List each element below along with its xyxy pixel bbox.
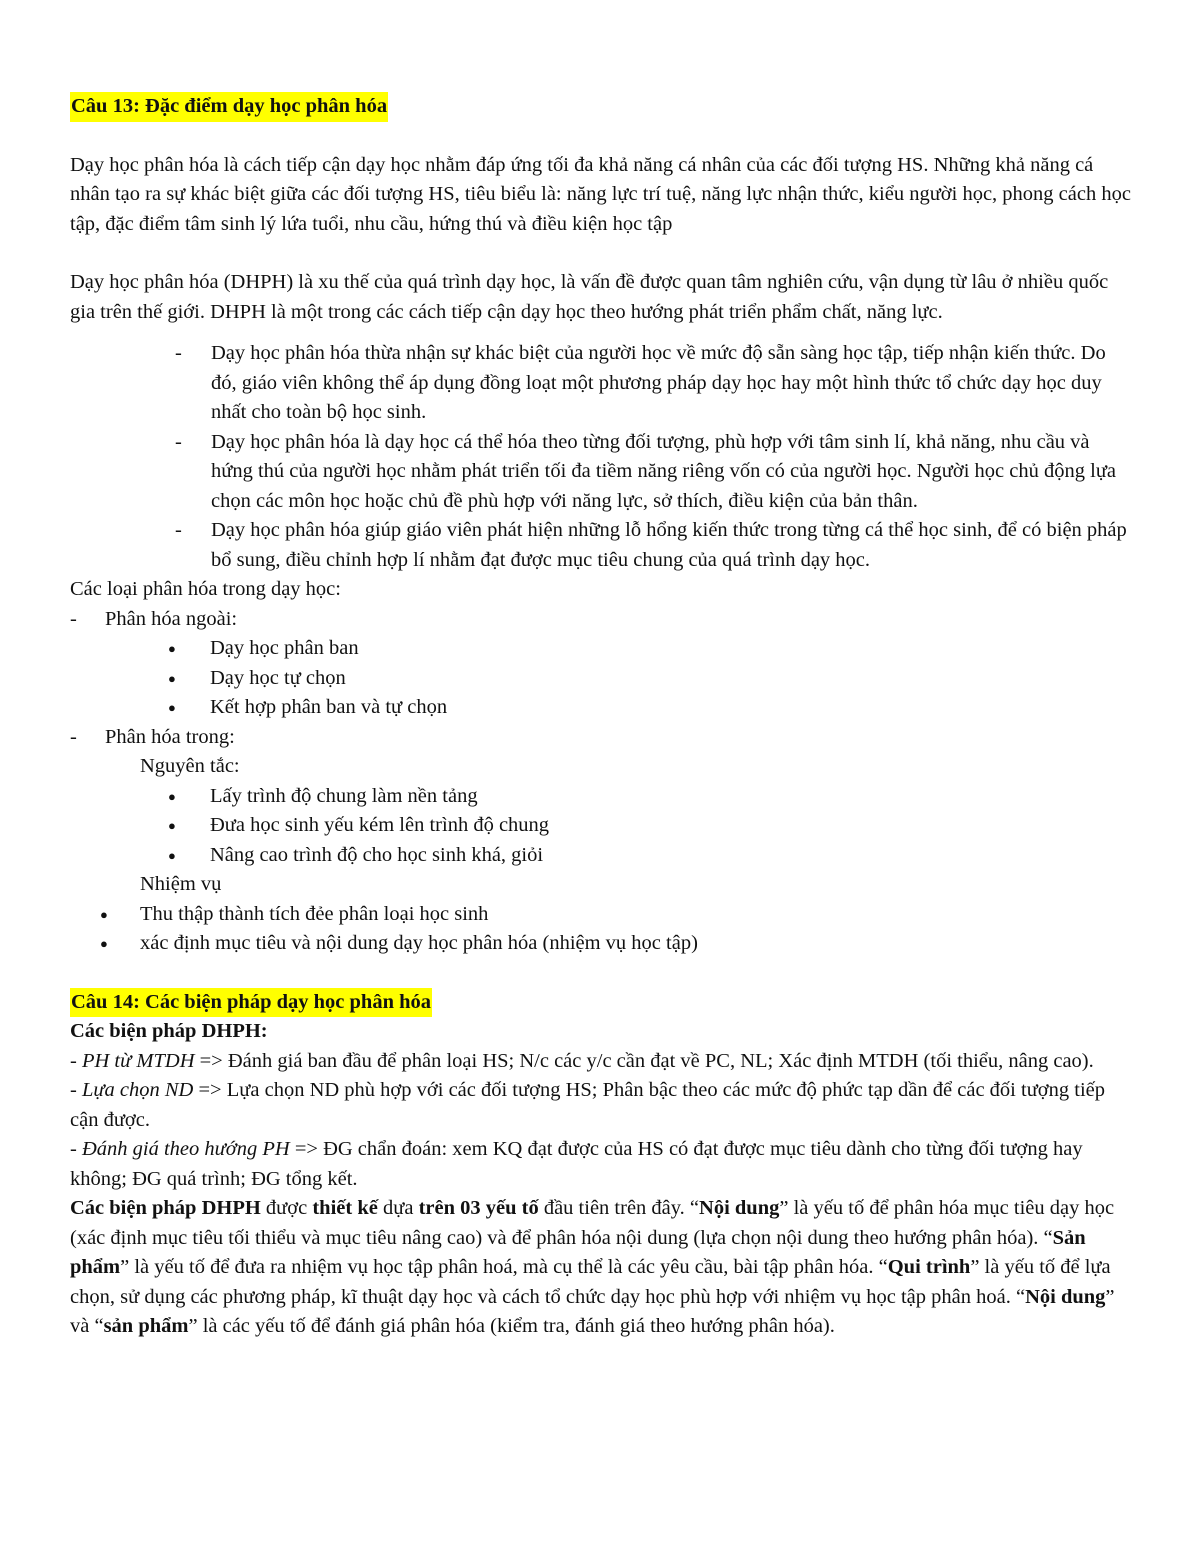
bullet-icon: ● (168, 818, 176, 833)
summary-text: ” là yếu tố để phân hóa mục tiêu dạy học (xác định mục tiêu tối thiểu và mục tiêu nâng cao) và để phân hóa nội dung (lựa chọn nội dung theo hướng phân hóa). “ (70, 1197, 1115, 1249)
dash-marker: - (70, 607, 77, 630)
measure-lead: - (70, 1079, 82, 1101)
dash-list-item (70, 516, 1132, 575)
bullet-item (70, 634, 1132, 664)
measure-item (70, 1076, 1132, 1135)
bullet-icon: ● (168, 670, 176, 686)
measure-item (70, 1047, 1132, 1077)
dash-marker: - (175, 519, 182, 541)
q13-paragraph-2: Dạy học phân hóa (DHPH) là xu thế của quá trình dạy học, là vấn đề được quan tâm nghiên cứu, vận dụng từ lâu ở nhiều quốc gia trên thế giới. DHPH là một trong các cách tiếp cận dạy học theo hướng phát triển phẩm chất, năng lực. (70, 271, 1109, 323)
dash-item-text: Dạy học phân hóa thừa nhận sự khác biệt của người học về mức độ sẵn sàng học tập, tiếp nhận kiến thức. Do đó, giáo viên không thể áp dụng đồng loạt một phương pháp dạy học hay một hình thức tổ chức dạy học duy nhất cho toàn bộ học sinh. (211, 342, 1106, 423)
measure-lead: - (70, 1049, 82, 1072)
subheading-text: Các biện pháp DHPH: (70, 1020, 268, 1042)
summary-bold: Qui trình (887, 1256, 971, 1278)
bullet-item (70, 900, 1132, 930)
dash-item-text: Dạy học phân hóa là dạy học cá thể hóa theo từng đối tượng, phù hợp với tâm sinh lí, khả năng, nhu cầu và hứng thú của người học nhằm phát triển tối đa tiềm năng riêng vốn có của người học. Người học chủ động lựa chọn các môn học hoặc chủ đề phù hợp với năng lực, sở thích, điều kiện của bản thân. (211, 430, 1117, 512)
bullet-item (70, 693, 1132, 723)
bullet-item (70, 664, 1132, 694)
measure-term: Lựa chọn ND (81, 1079, 194, 1101)
summary-bold: Sản phẩm (70, 1226, 1086, 1278)
summary-bold: trên 03 yếu tố (418, 1197, 539, 1219)
outer-label: Phân hóa ngoài: (105, 607, 238, 630)
types-label: Các loại phân hóa trong dạy học: (70, 578, 341, 600)
bullet-icon: ● (100, 936, 108, 951)
dash-marker: - (70, 725, 77, 748)
summary-text: ” là các yếu tố để đánh giá phân hóa (kiểm tra, đánh giá theo hướng phân hóa). (188, 1315, 835, 1337)
bullet-icon: ● (168, 641, 176, 656)
q14-heading: Câu 14: Các biện pháp dạy học phân hóa (70, 988, 432, 1018)
measure-item (70, 1135, 1132, 1194)
bullet-text: xác định mục tiêu và nội dung dạy học phân hóa (nhiệm vụ học tập) (140, 932, 698, 954)
summary-text: dựa (377, 1197, 419, 1219)
inner-differentiation (70, 723, 1132, 753)
dash-list-item (70, 339, 1132, 428)
dash-list-item (70, 428, 1132, 517)
bullet-text: Đưa học sinh yếu kém lên trình độ chung (210, 814, 550, 836)
measure-term: Đánh giá theo hướng PH (81, 1138, 290, 1160)
q13-heading: Câu 13: Đặc điểm dạy học phân hóa (70, 92, 388, 122)
dash-marker: - (175, 342, 182, 364)
document-page (70, 92, 1132, 1342)
dash-item-text: Dạy học phân hóa giúp giáo viên phát hiện những lỗ hổng kiến thức trong từng cá thể học sinh, để có biện pháp bổ sung, điều chỉnh hợp lí nhằm đạt được mục tiêu chung của quá trình dạy học. (211, 519, 1127, 571)
dash-marker: - (175, 430, 182, 453)
summary-text: được (260, 1197, 313, 1219)
bullet-item (70, 811, 1132, 841)
task-label: Nhiệm vụ (140, 873, 222, 895)
outer-differentiation (70, 605, 1132, 635)
bullet-icon: ● (100, 906, 108, 922)
bullet-text: Dạy học phân ban (210, 637, 359, 659)
bullet-text: Kết hợp phân ban và tự chọn (210, 696, 448, 718)
bullet-text: Lấy trình độ chung làm nền tảng (210, 784, 478, 807)
measure-rest: => Đánh giá ban đầu để phân loại HS; N/c các y/c cần đạt về PC, NL; Xác định MTDH (tối thiểu, nâng cao). (194, 1049, 1094, 1072)
summary-text: ” là yếu tố để lựa chọn, sử dụng các phương pháp, kĩ thuật dạy học và cách tổ chức dạy học phù hợp với nhiệm vụ học tập phân hoá. “ (70, 1256, 1111, 1308)
summary-bold: Nội dung (699, 1197, 780, 1219)
summary-bold: Các biện pháp DHPH (70, 1197, 261, 1219)
bullet-text: Thu thập thành tích đẻe phân loại học sinh (140, 902, 489, 925)
principle-label: Nguyên tắc: (140, 755, 240, 777)
bullet-item (70, 782, 1132, 812)
bullet-icon: ● (168, 700, 176, 715)
bullet-text: Dạy học tự chọn (210, 666, 346, 689)
bullet-item (70, 841, 1132, 871)
summary-text: ” và “ (70, 1285, 1115, 1337)
summary-text: đầu tiên trên đây. “ (538, 1197, 700, 1219)
measure-rest: => Lựa chọn ND phù hợp với các đối tượng HS; Phân bậc theo các mức độ phức tạp dần để các đối tượng tiếp cận được. (70, 1079, 1106, 1131)
summary-text: ” là yếu tố để đưa ra nhiệm vụ học tập phân hoá, mà cụ thể là các yêu cầu, bài tập phân hóa. “ (120, 1256, 888, 1278)
q14-subheading (70, 1017, 1132, 1047)
inner-label: Phân hóa trong: (105, 725, 235, 748)
summary-bold: Nội dung (1025, 1285, 1106, 1308)
measure-lead: - (70, 1138, 82, 1160)
measure-term: PH từ MTDH (81, 1049, 195, 1072)
bullet-icon: ● (168, 788, 176, 804)
bullet-icon: ● (168, 847, 176, 863)
q13-paragraph-1: Dạy học phân hóa là cách tiếp cận dạy học nhằm đáp ứng tối đa khả năng cá nhân của các đối tượng HS. Những khả năng cá nhân tạo ra sự khác biệt giữa các đối tượng HS, tiêu biểu là: năng lực trí tuệ, năng lực nhận thức, kiểu người học, phong cách học tập, đặc điểm tâm sinh lý lứa tuổi, nhu cầu, hứng thú và điều kiện học tập (70, 153, 1131, 235)
bullet-item (70, 929, 1132, 959)
summary-bold: thiết kế (312, 1197, 378, 1219)
measure-rest: => ĐG chẩn đoán: xem KQ đạt được của HS có đạt được mục tiêu dành cho từng đối tượng hay không; ĐG quá trình; ĐG tổng kết. (70, 1138, 1083, 1190)
q14-summary (70, 1194, 1132, 1342)
summary-bold: sản phẩm (103, 1315, 189, 1337)
bullet-text: Nâng cao trình độ cho học sinh khá, giỏi (210, 843, 544, 866)
